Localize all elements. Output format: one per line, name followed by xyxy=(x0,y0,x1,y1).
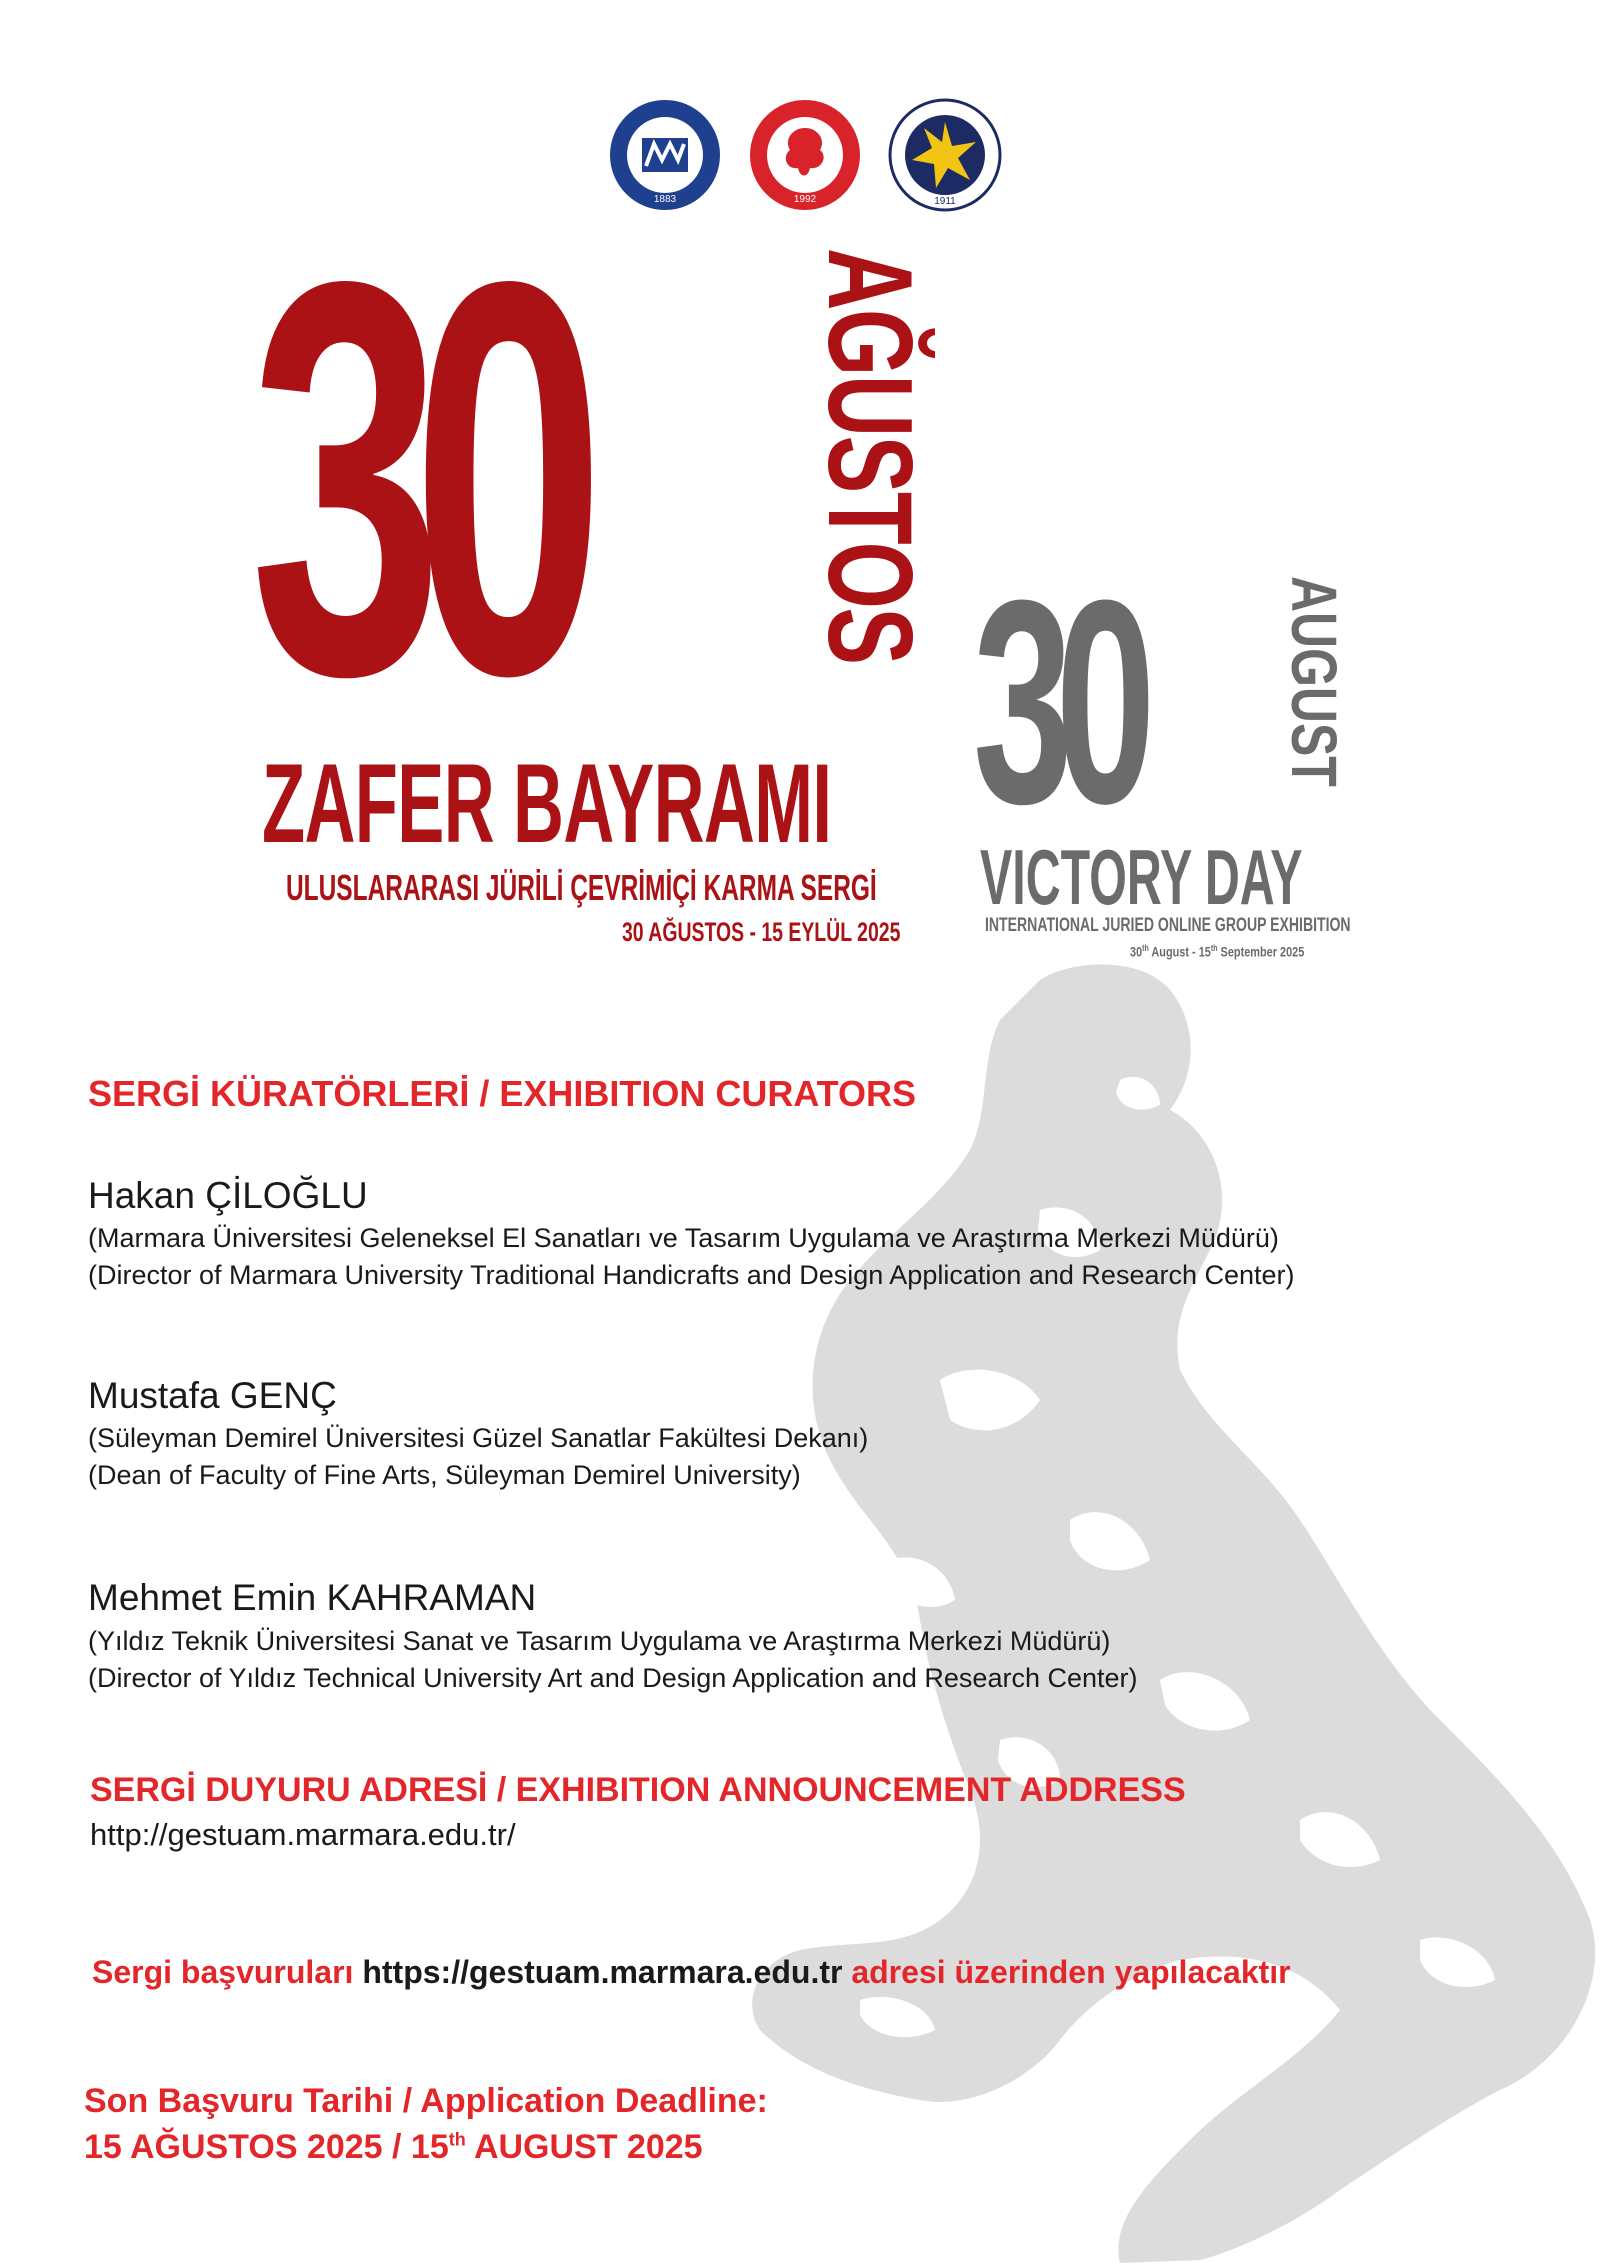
curator-affiliation-tr: (Marmara Üniversitesi Geleneksel El Sanatları ve Tasarım Uygulama ve Araştırma Merkezi Müdürü) xyxy=(88,1223,1279,1253)
announcement-heading: SERGİ DUYURU ADRESİ / EXHIBITION ANNOUNCEMENT ADDRESS xyxy=(90,1771,1186,1809)
poster-en-dates-a: 30 xyxy=(1130,943,1143,960)
poster-tr-dates: 30 AĞUSTOS - 15 EYLÜL 2025 xyxy=(622,917,901,947)
marmara-university-logo xyxy=(608,98,722,212)
poster-en-dates-b: August - 15 xyxy=(1148,943,1211,960)
deadline-date-sup: th xyxy=(448,2129,466,2150)
deadline-label: Son Başvuru Tarihi / Application Deadline: xyxy=(84,2082,768,2120)
curator-affiliation-tr: (Süleyman Demirel Üniversitesi Güzel Sanatlar Fakültesi Dekanı) xyxy=(88,1423,869,1453)
curators-heading: SERGİ KÜRATÖRLERİ / EXHIBITION CURATORS xyxy=(88,1073,917,1114)
deadline-date xyxy=(84,2126,703,2168)
poster-tr-month: AĞUSTOS xyxy=(803,248,937,664)
curator-affiliation-tr: (Yıldız Teknik Üniversitesi Sanat ve Tasarım Uygulama ve Araştırma Merkezi Müdürü) xyxy=(88,1626,1111,1656)
poster-en-subtitle: INTERNATIONAL JURIED ONLINE GROUP EXHIBITION xyxy=(985,915,1351,936)
curator-name: Mustafa GENÇ xyxy=(88,1375,337,1416)
poster-en-title: VICTORY DAY xyxy=(980,833,1303,921)
curator-name: Hakan ÇİLOĞLU xyxy=(88,1175,368,1216)
ytu-year: 1911 xyxy=(934,196,956,207)
applications-url[interactable]: https://gestuam.marmara.edu.tr xyxy=(362,1954,843,1990)
poster-tr-month-wrap xyxy=(790,248,940,748)
curator-affiliation-en: (Director of Yıldız Technical University Art and Design Application and Research Center) xyxy=(88,1663,1138,1693)
poster-en-month-wrap xyxy=(1268,576,1348,836)
poster-en-dates-a-sup: th xyxy=(1142,943,1149,953)
poster-tr-title: ZAFER BAYRAMI xyxy=(262,741,832,866)
sdu-year: 1992 xyxy=(793,194,817,205)
poster-en-dates xyxy=(1130,940,1304,960)
poster-en-dates-b-sup: th xyxy=(1210,943,1218,953)
ytu-logo xyxy=(888,98,1002,212)
curator-affiliation-en: (Dean of Faculty of Fine Arts, Süleyman Demirel University) xyxy=(88,1460,801,1490)
soldier-watermark xyxy=(740,960,1600,2263)
curator-name: Mehmet Emin KAHRAMAN xyxy=(88,1577,537,1618)
marmara-year: 1883 xyxy=(653,194,677,205)
applications-suffix: adresi üzerinden yapılacaktır xyxy=(842,1954,1291,1990)
poster-tr-subtitle: ULUSLARARASI JÜRİLİ ÇEVRİMİÇİ KARMA SERGİ xyxy=(286,867,877,908)
poster-en-month: AUGUST xyxy=(1278,576,1350,787)
curator-affiliation-en: (Director of Marmara University Traditional Handicrafts and Design Application and Research Center) xyxy=(88,1260,1295,1290)
applications-prefix: Sergi başvuruları xyxy=(92,1954,363,1990)
sdu-logo xyxy=(748,98,862,212)
applications-line xyxy=(92,1952,1291,1992)
poster-en-number: 30 xyxy=(973,540,1139,864)
poster-tr-number: 30 xyxy=(250,165,575,791)
deadline-date-prefix: 15 AĞUSTOS 2025 / 15 xyxy=(84,2128,449,2166)
poster-en-dates-c: September 2025 xyxy=(1217,943,1305,960)
deadline-date-suffix: AUGUST 2025 xyxy=(465,2128,703,2166)
announcement-url[interactable]: http://gestuam.marmara.edu.tr/ xyxy=(90,1817,516,1852)
